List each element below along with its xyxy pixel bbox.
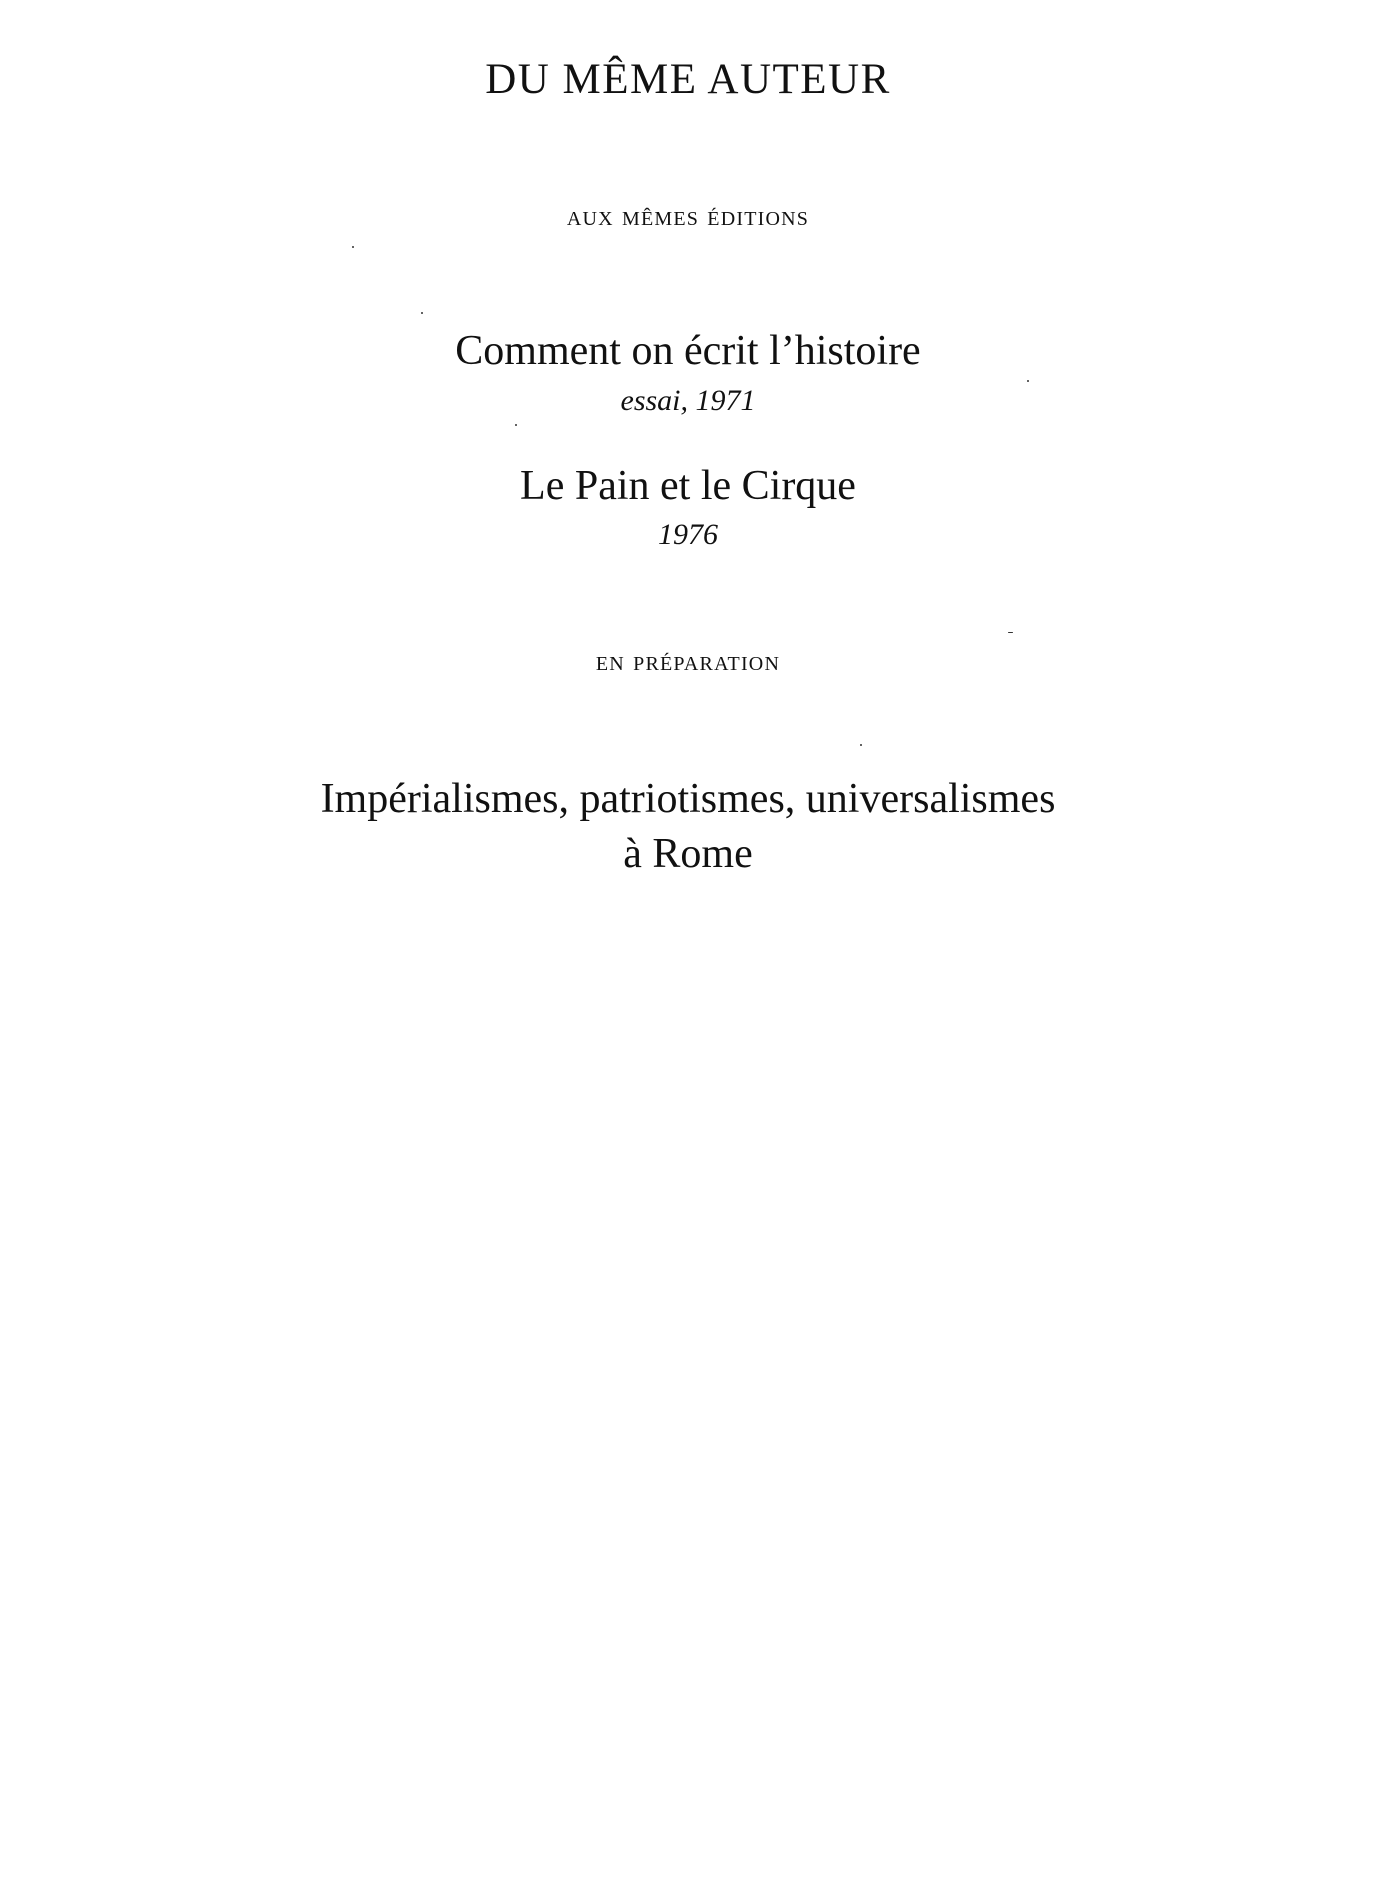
scan-speck <box>421 312 423 314</box>
section-heading-in-preparation: en préparation <box>595 646 781 677</box>
scan-speck <box>352 246 354 248</box>
section-heading-same-publisher: aux mêmes éditions <box>566 201 810 232</box>
scan-speck <box>1027 380 1029 382</box>
book-title-le-pain: Le Pain et le Cirque <box>520 463 856 509</box>
page-title: DU MÊME AUTEUR <box>485 56 891 103</box>
scan-speck <box>515 424 517 426</box>
book-title-imperialismes-line1: Impérialismes, patriotismes, universalismes <box>320 776 1056 822</box>
scan-speck <box>860 744 862 746</box>
book-subtitle-comment-on-ecrit: essai, 1971 <box>620 384 756 417</box>
scan-speck <box>1008 632 1013 633</box>
book-subtitle-le-pain: 1976 <box>658 518 718 551</box>
book-title-comment-on-ecrit: Comment on écrit l’histoire <box>455 328 921 374</box>
book-title-imperialismes-line2: à Rome <box>623 831 753 877</box>
